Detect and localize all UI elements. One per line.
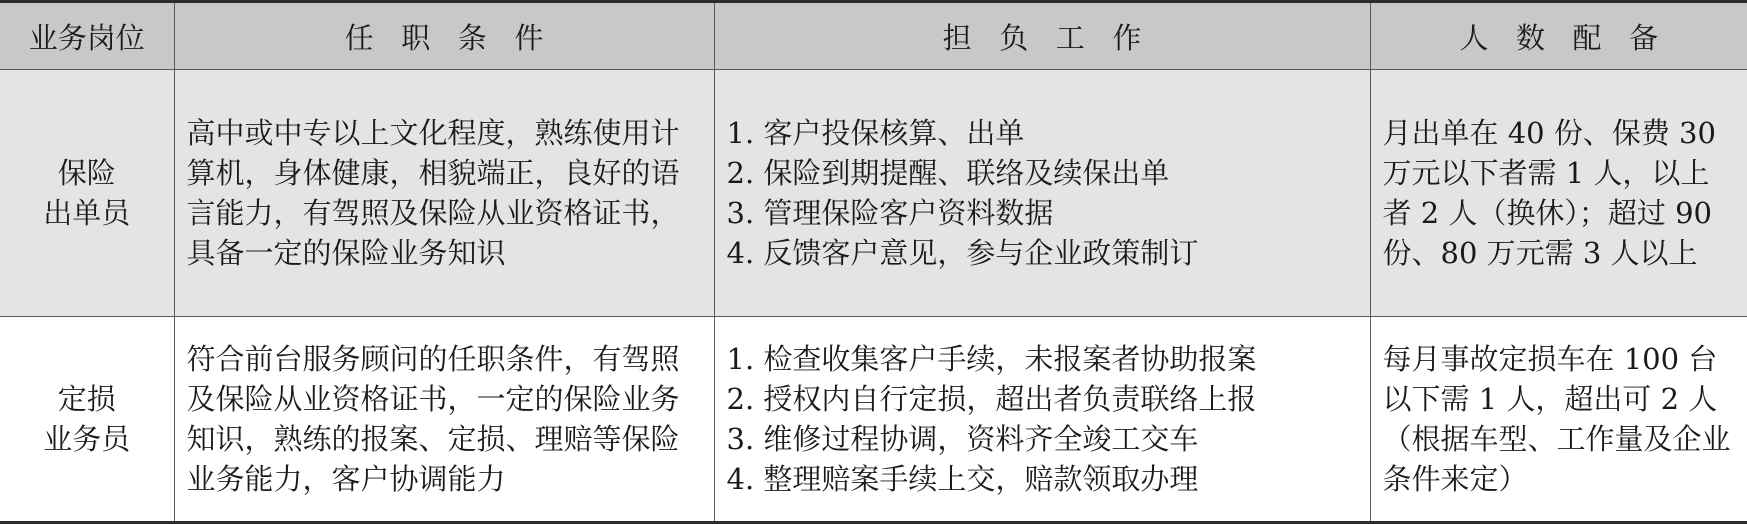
duties-cell <box>714 70 1370 317</box>
post-line: 出单员 <box>43 196 131 230</box>
header-staffing: 人数配备 <box>1370 2 1747 70</box>
table-row <box>0 317 1747 523</box>
qualifications-cell: 高中或中专以上文化程度，熟练使用计算机，身体健康，相貌端正，良好的语言能力，有驾照及保险从业资格证书，具备一定的保险业务知识 <box>174 70 714 317</box>
duty-item: 4. 反馈客户意见，参与企业政策制订 <box>726 236 1199 270</box>
duty-item: 1. 检查收集客户手续，未报案者协助报案 <box>726 342 1257 376</box>
duty-item: 1. 客户投保核算、出单 <box>726 116 1025 150</box>
duties-cell <box>714 317 1370 523</box>
header-post: 业务岗位 <box>0 2 174 70</box>
header-duties: 担负工作 <box>714 2 1370 70</box>
duty-list <box>727 113 1358 273</box>
qualifications-cell: 符合前台服务顾问的任职条件，有驾照及保险从业资格证书，一定的保险业务知识，熟练的报案、定损、理赔等保险业务能力，客户协调能力 <box>174 317 714 523</box>
duty-list <box>727 339 1358 499</box>
post-line: 业务员 <box>43 422 131 456</box>
post-cell <box>0 317 174 523</box>
post-line: 定损 <box>57 382 116 416</box>
post-line: 保险 <box>57 156 116 190</box>
staffing-cell: 每月事故定损车在 100 台以下需 1 人，超出可 2 人（根据车型、工作量及企业条件来定） <box>1370 317 1747 523</box>
duty-item: 4. 整理赔案手续上交，赔款领取办理 <box>726 462 1199 496</box>
header-row <box>0 2 1747 70</box>
table-row <box>0 70 1747 317</box>
duty-item: 3. 维修过程协调，资料齐全竣工交车 <box>726 422 1199 456</box>
header-qualifications: 任职条件 <box>174 2 714 70</box>
duty-item: 3. 管理保险客户资料数据 <box>726 196 1054 230</box>
post-cell <box>0 70 174 317</box>
duty-item: 2. 保险到期提醒、联络及续保出单 <box>726 156 1170 190</box>
staffing-cell: 月出单在 40 份、保费 30 万元以下者需 1 人，以上者 2 人（换休）；超过 90 份、80 万元需 3 人以上 <box>1370 70 1747 317</box>
duty-item: 2. 授权内自行定损，超出者负责联络上报 <box>726 382 1257 416</box>
